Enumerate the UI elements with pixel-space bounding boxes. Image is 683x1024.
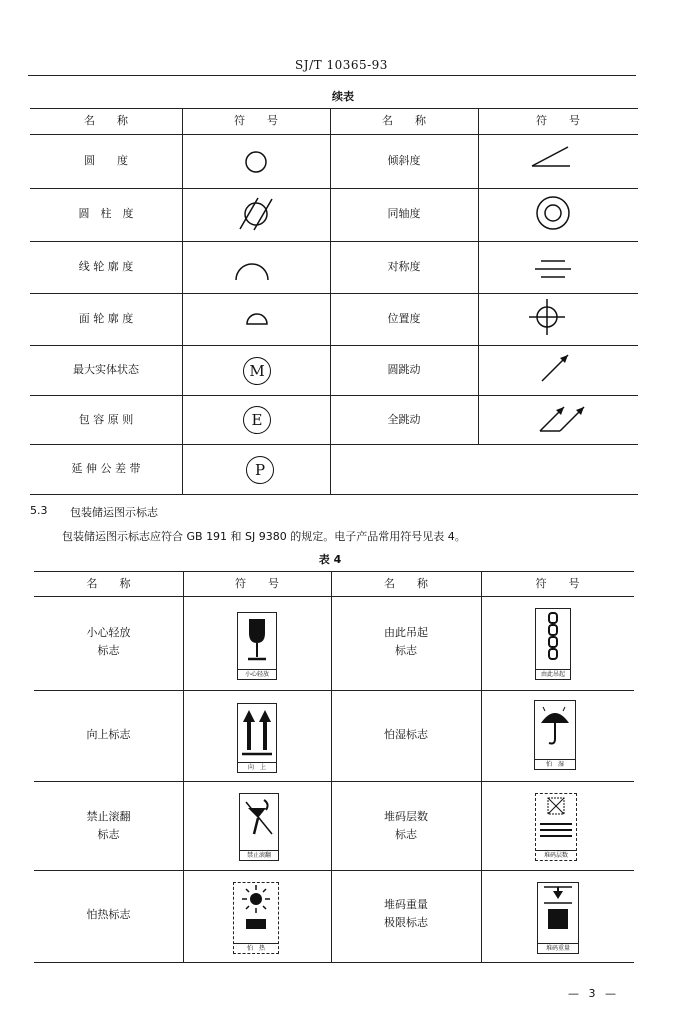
fragile-mark-label: 小心轻放 bbox=[238, 669, 276, 679]
table4-row-name: 堆码层数 标志 bbox=[384, 810, 428, 841]
keep-away-from-heat-mark-label: 怕 热 bbox=[234, 943, 278, 953]
table4-row-name: 怕湿标志 bbox=[384, 728, 428, 741]
table-row-right-name: 圆跳动 bbox=[387, 363, 421, 376]
table-row-right-name: 位置度 bbox=[387, 312, 421, 325]
total-runout-symbol-icon bbox=[536, 401, 588, 435]
page-number: — 3 — bbox=[568, 987, 619, 1000]
table4-row-name: 禁止滚翻 标志 bbox=[86, 810, 131, 841]
table-row-left-name: 圆 柱 度 bbox=[78, 207, 134, 220]
table4-row-name: 小心轻放 标志 bbox=[86, 626, 131, 657]
table-row-left-name: 最大实体状态 bbox=[73, 363, 139, 376]
table-row-left-name: 面 轮 廓 度 bbox=[78, 312, 134, 325]
table4-col-name-2: 名 称 bbox=[384, 577, 428, 590]
header-rule bbox=[28, 75, 636, 76]
table-row-left-name: 线 轮 廓 度 bbox=[78, 260, 134, 273]
stacking-limit-layers-mark-label: 堆码层数 bbox=[536, 850, 576, 860]
circular-runout-symbol-icon bbox=[540, 351, 572, 385]
table4-caption: 表 4 bbox=[318, 553, 342, 566]
table-row-right-name: 全跳动 bbox=[387, 413, 421, 426]
table-row-right-name: 同轴度 bbox=[387, 207, 421, 220]
table-row-right-name: 对称度 bbox=[387, 260, 421, 273]
col-header-symbol-1: 符 号 bbox=[234, 114, 278, 127]
section-title: 包装储运图示标志 bbox=[70, 506, 158, 519]
table4-row-name: 怕热标志 bbox=[86, 908, 131, 921]
table4-col-symbol-2: 符 号 bbox=[535, 577, 580, 590]
table4-row-name: 向上标志 bbox=[86, 728, 131, 741]
col-header-name-2: 名 称 bbox=[382, 114, 426, 127]
section-body: 包装储运图示标志应符合 GB 191 和 SJ 9380 的规定。电子产品常用符号见表 4。 bbox=[62, 530, 466, 543]
keep-dry-mark-icon bbox=[534, 700, 576, 770]
angularity-symbol-icon bbox=[528, 144, 574, 170]
table-row-left-name: 包 容 原 则 bbox=[78, 413, 134, 426]
max-material-symbol-icon: M bbox=[243, 357, 271, 385]
keep-dry-mark-label: 怕 湿 bbox=[535, 759, 575, 769]
roundness-symbol-icon bbox=[243, 149, 269, 175]
cylindricity-symbol-icon bbox=[236, 196, 276, 232]
page-header: SJ/T 10365-93 bbox=[295, 58, 388, 72]
table-row-left-name: 延 伸 公 差 带 bbox=[71, 462, 141, 475]
this-way-up-mark-icon bbox=[237, 703, 277, 773]
table4-col-symbol-1: 符 号 bbox=[235, 577, 279, 590]
lift-here-mark-label: 由此吊起 bbox=[536, 669, 570, 679]
line-profile-symbol-icon bbox=[232, 256, 272, 284]
section-number: 5.3 bbox=[30, 504, 48, 517]
table4-row-name: 堆码重量 极限标志 bbox=[384, 898, 428, 929]
envelope-principle-symbol-icon: E bbox=[243, 406, 271, 434]
table-cont-caption: 续表 bbox=[332, 90, 354, 103]
stacking-weight-limit-mark-icon bbox=[537, 882, 579, 954]
stacking-weight-limit-mark-label: 堆码重量 bbox=[538, 943, 578, 953]
surface-profile-symbol-icon bbox=[244, 312, 270, 328]
col-header-symbol-2: 符 号 bbox=[536, 114, 580, 127]
do-not-roll-mark-icon bbox=[239, 793, 279, 861]
this-way-up-mark-label: 向 上 bbox=[238, 762, 276, 772]
keep-away-from-heat-mark-icon bbox=[233, 882, 279, 954]
table4-col-name-1: 名 称 bbox=[86, 577, 131, 590]
stacking-limit-layers-mark-icon bbox=[535, 793, 577, 861]
lift-here-mark-icon bbox=[535, 608, 571, 680]
table4-row-name: 由此吊起 标志 bbox=[384, 626, 428, 657]
fragile-mark-icon bbox=[237, 612, 277, 680]
col-header-name-1: 名 称 bbox=[84, 114, 128, 127]
table-row-left-name: 圆 度 bbox=[84, 154, 128, 167]
table-row-right-name: 倾斜度 bbox=[387, 154, 421, 167]
symmetry-symbol-icon bbox=[535, 258, 571, 280]
projected-tolerance-symbol-icon: P bbox=[246, 456, 274, 484]
do-not-roll-mark-label: 禁止滚翻 bbox=[240, 850, 278, 860]
position-symbol-icon bbox=[527, 297, 567, 337]
coaxiality-symbol-icon bbox=[533, 193, 573, 233]
